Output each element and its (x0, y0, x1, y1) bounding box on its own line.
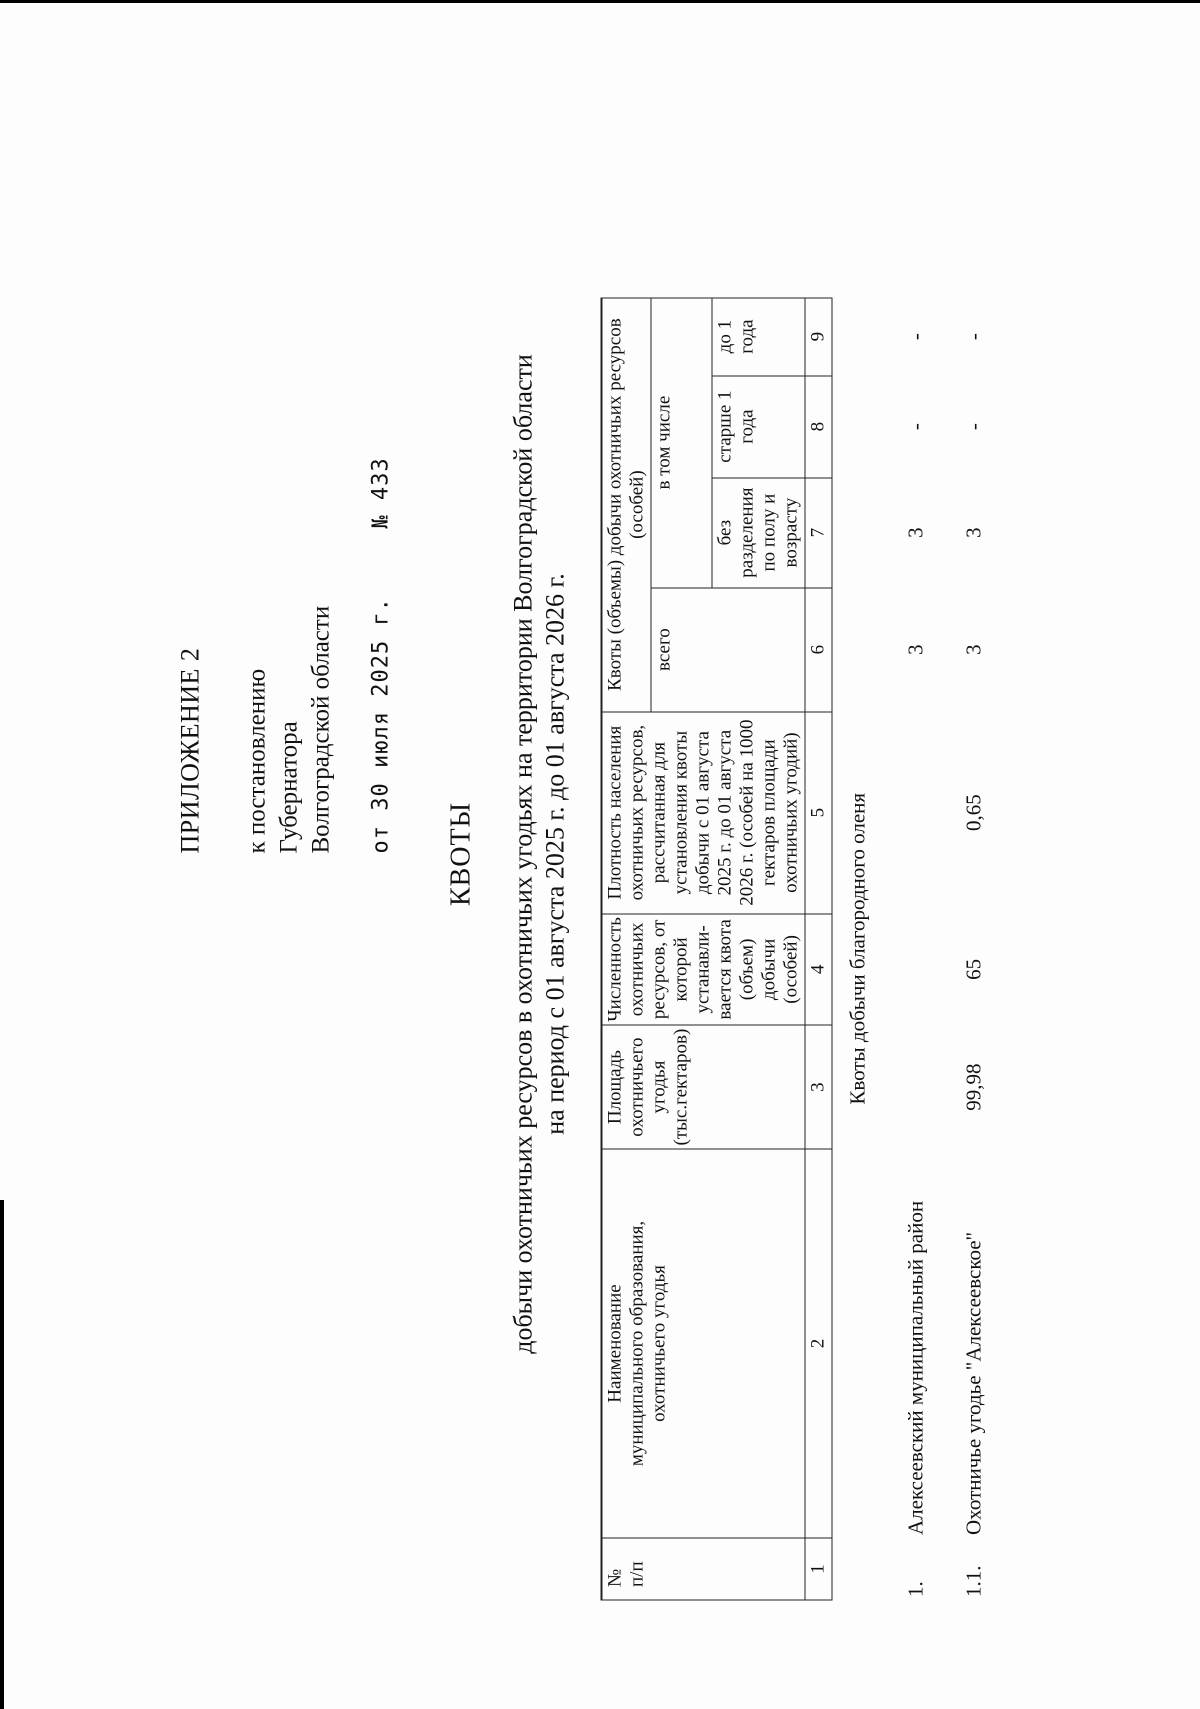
date-prefix: от (368, 825, 394, 854)
row-population: 65 (961, 958, 986, 980)
header-name: Наименование муниципального образования, охотничьего угодья (602, 1149, 806, 1538)
row-younger: - (961, 333, 986, 341)
rotated-document-page (1, 0, 1200, 1709)
header-total: всего (651, 588, 805, 712)
table-row (961, 298, 987, 1600)
row-area (903, 1025, 961, 1149)
appendix-title: ПРИЛОЖЕНИЕ 2 (175, 647, 205, 854)
column-number-row (805, 298, 832, 1600)
header-no-division: без разделения по полу и возрасту (712, 478, 805, 588)
column-number: 5 (805, 712, 832, 914)
header-older-1y: старше 1 года (712, 376, 805, 478)
row-number: 1.1. (961, 1565, 986, 1597)
decree-date: 30 июля 2025 г. (368, 597, 394, 811)
row-name: Охотничье угодье "Алексеевское" (961, 1231, 986, 1535)
decree-reference-line-3: Волгоградской области (307, 605, 335, 854)
column-number: 8 (805, 376, 832, 478)
document-subtitle-line-2: на период с 01 августа 2025 г. до 01 августа 2026 г. (540, 573, 570, 1135)
number-sign: № (368, 514, 394, 529)
decree-number: 433 (368, 457, 394, 501)
header-area: Площадь охотничьего угодья (тыс.гектаров) (602, 1025, 806, 1149)
row-total: 3 (903, 644, 928, 655)
row-younger: - (903, 333, 928, 341)
column-number: 4 (805, 914, 832, 1026)
table-header-row-1 (602, 298, 652, 1600)
header-under-1y: до 1 года (712, 298, 805, 376)
row-older: - (961, 423, 986, 431)
document-title: КВОТЫ (445, 801, 477, 907)
column-number: 2 (805, 1149, 832, 1538)
decree-reference-line-2: Губернатора (275, 721, 303, 854)
table-row (903, 298, 961, 1600)
row-number: 1. (903, 1581, 928, 1597)
row-no-division: 3 (961, 527, 986, 538)
row-name: Алексеевский муниципальный район (903, 1200, 928, 1535)
row-area: 99,98 (961, 1063, 986, 1111)
column-number: 9 (805, 298, 832, 376)
header-including: в том числе (651, 298, 712, 588)
row-no-division: 3 (903, 527, 928, 538)
decree-reference-line-1: к постановлению (243, 668, 271, 854)
row-density: 0,65 (961, 794, 986, 831)
quota-table (601, 297, 987, 1600)
section-title: Квоты добычи благородного оленя (845, 792, 870, 1105)
row-total: 3 (961, 644, 986, 655)
column-number: 6 (805, 588, 832, 712)
header-population: Численность охотничьих ресурсов, от которой устанавли-вается квота (объем) добычи (особей) (602, 914, 806, 1026)
section-title-row (832, 298, 903, 1600)
row-density (903, 712, 961, 914)
row-population (903, 914, 961, 1026)
header-density: Плотность населения охотничьих ресурсов, рассчитанная для установления квоты добычи с 01 августа 2025 г. до 01 августа 2026 г. (особей на 1000 гектаров площади охотничьих угодий) (602, 712, 806, 914)
header-quota-group: Квоты (объемы) добычи охотничьих ресурсов (особей) (602, 298, 652, 712)
row-older: - (903, 423, 928, 431)
decree-date-line (369, 457, 394, 853)
document-subtitle-line-1: добычи охотничьих ресурсов в охотничьих угодьях на территории Волгоградской области (508, 354, 538, 1354)
column-number: 7 (805, 478, 832, 588)
column-number: 3 (805, 1025, 832, 1149)
column-number: 1 (805, 1538, 832, 1600)
header-number: № п/п (602, 1538, 806, 1600)
